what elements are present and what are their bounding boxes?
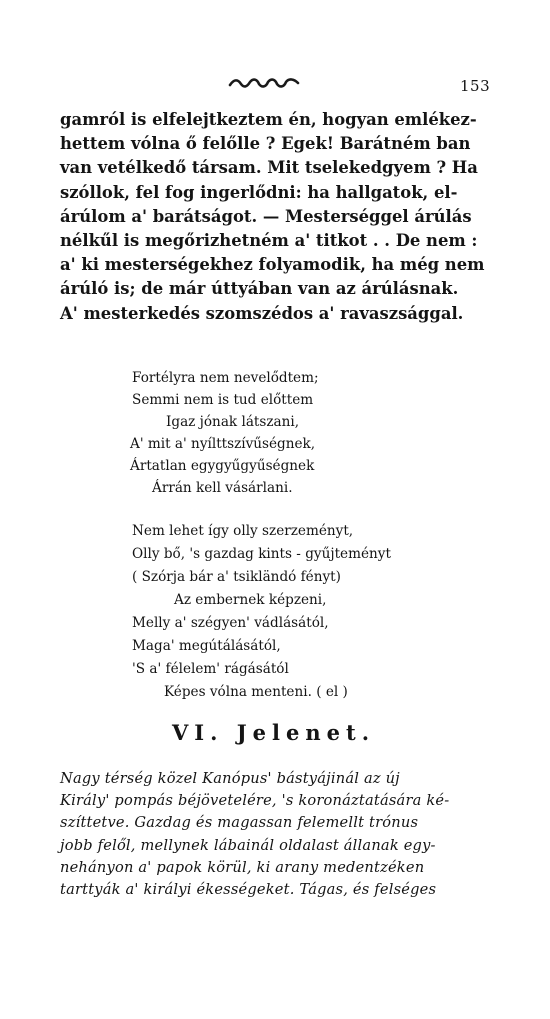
verse-line: Olly bő, 's gazdag kints - gyűjteményt [132,546,391,562]
prose-line: szóllok, fel fog ingerlődni: ha hallgatok, el- [60,182,458,202]
prose-line: van vetélkedő társam. Mit tselekedgyem ? Ha [60,158,478,178]
verse-line: Képes vólna menteni. ( el ) [164,684,348,700]
stage-direction [60,768,520,901]
verse-line: Semmi nem is tud előttem [132,392,314,408]
prose-line: a' ki mesterségekhez folyamodik, ha még nem [60,255,485,275]
verse-line: Igaz jónak látszani, [166,414,300,430]
stage-direction-line: Nagy térség közel Kanópus' bástyájinál az új [60,770,400,787]
verse-line: Az embernek képzeni, [174,592,327,608]
stage-direction-line: nehányon a' papok körül, ki arany medentzéken [60,858,425,876]
stage-direction-line: szíttetve. Gazdag és magassan felemellt trónus [60,814,419,832]
verse-line: Nem lehet így olly szerzeményt, [132,523,354,539]
verse-line: 'S a' félelem' rágásától [132,661,289,677]
prose-line: A' mesterkedés szomszédos a' ravaszsággal. [60,303,464,323]
verse-line: A' mit a' nyílttszívűségnek, [130,436,316,452]
verse-line: Maga' megútálásától, [132,638,281,654]
verse-line: Ártatlan egygyűgyűségnek [130,458,315,474]
page-number: 153 [460,77,491,95]
ornament-icon [228,76,300,90]
stage-direction-line: jobb felől, mellynek lábainál oldalast állanak egy- [60,836,436,854]
prose-line: árúlom a' barátságot. — Mesterséggel árúlás [60,206,472,226]
verse-line: Árrán kell vásárlani. [152,480,293,496]
verse-line: Fortélyra nem nevelődtem; [132,370,319,386]
prose-line: árúló is; de már úttyában van az árúlásnak. [60,279,459,299]
stage-direction-line: tarttyák a' királyi ékességeket. Tágas, és felséges [60,880,437,898]
prose-line: hettem vólna ő felőlle ? Egek! Barátném ban [60,134,471,154]
prose-line: gamról is elfelejtkeztem én, hogyan emlékez- [60,110,477,129]
scene-heading: VI. Jelenet. [172,720,376,745]
prose-paragraph [60,108,516,326]
stage-direction-line: Király' pompás béjövetelére, 's koronáztatására ké- [60,792,450,810]
verse-line: ( Szórja bár a' tsikländó fényt) [132,569,341,585]
verse-line: Melly a' szégyen' vádlásától, [132,615,329,631]
prose-line: nélkűl is megőrizhetném a' titkot . . De nem : [60,230,478,250]
